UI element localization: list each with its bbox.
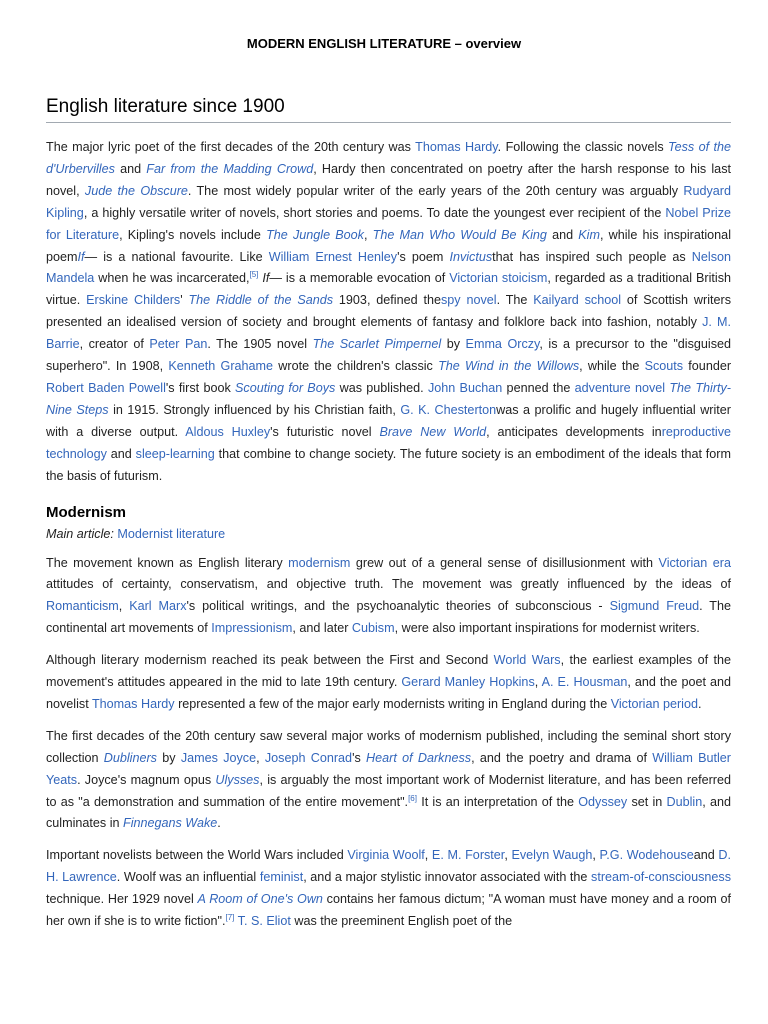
text-run: — is a memorable evocation of	[269, 271, 450, 286]
text-run: founder	[683, 359, 732, 374]
section-heading-english-literature: English literature since 1900	[46, 96, 731, 123]
inline-link[interactable]: Aldous Huxley	[185, 424, 271, 439]
paragraph	[46, 650, 731, 716]
inline-link[interactable]: Jude the Obscure	[84, 183, 188, 198]
text-run: , and later	[292, 621, 352, 636]
text-run: , were also important inspirations for modernist writers.	[394, 621, 700, 636]
text-run: , regarded as a traditional British virtue.	[46, 271, 732, 308]
inline-link[interactable]: Erskine Childers	[86, 293, 181, 308]
text-run: , is a precursor to the "disguised superhero". In 1908,	[46, 337, 731, 374]
text-run: and	[114, 161, 147, 176]
text-run: 's futuristic novel	[270, 424, 380, 439]
inline-link[interactable]: The Scarlet Pimpernel	[312, 337, 442, 352]
text-run: .	[697, 696, 702, 711]
inline-link[interactable]: Invictus	[449, 249, 493, 264]
inline-link[interactable]: E. M. Forster	[431, 848, 505, 863]
text-run: , creator of	[79, 337, 150, 352]
citation-link[interactable]: [6]	[408, 793, 417, 803]
inline-link[interactable]: Emma Orczy	[465, 337, 540, 352]
text-run: and	[106, 446, 136, 461]
text-run: . The continental art movements of	[46, 599, 731, 636]
paragraph	[46, 726, 731, 836]
main-article-hatnote	[46, 525, 731, 543]
inline-link[interactable]: Evelyn Waugh	[511, 848, 593, 863]
text-run: ,	[256, 750, 265, 765]
inline-link[interactable]: Thomas Hardy	[91, 696, 175, 711]
inline-link[interactable]: Kailyard school	[533, 293, 622, 308]
inline-link[interactable]: The Wind in the Willows	[438, 359, 580, 374]
inline-link[interactable]: Kim	[578, 227, 600, 242]
text-run: The major lyric poet of the first decades of the 20th century was	[46, 140, 416, 154]
text-run: . The 1905 novel	[207, 337, 313, 352]
text-run: by	[156, 750, 181, 765]
inline-link[interactable]: Karl Marx	[129, 599, 187, 614]
citation-link[interactable]: [5]	[249, 270, 259, 280]
text-run: ,	[534, 675, 542, 690]
inline-link[interactable]: modernism	[288, 555, 351, 570]
inline-link[interactable]: John Buchan	[427, 380, 503, 395]
text-run: grew out of a general sense of disillusionment with	[350, 555, 659, 570]
hatnote-label: Main article:	[46, 526, 114, 541]
main-article-link[interactable]: Modernist literature	[117, 526, 226, 541]
inline-link[interactable]: D. H. Lawrence	[46, 848, 731, 885]
text-run: , the earliest examples of the movement's attitudes appeared in the mid to late 19th century.	[46, 653, 731, 690]
text-run: , while the	[579, 359, 645, 374]
text-run: that has inspired such people as	[492, 249, 692, 264]
text-run: . Woolf was an influential	[116, 870, 260, 885]
inline-link[interactable]: Virginia Woolf	[347, 848, 425, 863]
citation-link[interactable]: [7]	[225, 912, 235, 922]
inline-link[interactable]: The Riddle of the Sands	[188, 293, 334, 308]
text-run: , and the poetry and drama of	[471, 750, 653, 765]
text-run: that combine to change society. The future society is an embodiment of the ideals that form the basis of futurism.	[46, 446, 731, 483]
text-run: If	[262, 271, 270, 286]
inline-link[interactable]: Victorian stoicism	[449, 271, 548, 286]
inline-link[interactable]: The Man Who Would Be King	[372, 227, 547, 242]
text-run: attitudes of certainty, conservatism, and objective truth. The movement was greatly influenced by the ideas of	[46, 577, 731, 592]
text-run: represented a few of the major early modernists writing in England during the	[174, 696, 611, 711]
inline-link[interactable]: Peter Pan	[149, 337, 208, 352]
text-run: ,	[363, 227, 373, 242]
text-run: , and the poet and novelist	[46, 675, 732, 711]
inline-link[interactable]: Far from the Madding Crowd	[146, 161, 314, 176]
inline-link[interactable]: Robert Baden Powell	[46, 380, 166, 395]
inline-link[interactable]: Romanticism	[46, 599, 119, 614]
paragraph	[46, 137, 731, 488]
inline-link[interactable]: Heart of Darkness	[366, 750, 472, 765]
inline-link[interactable]: Victorian period	[610, 696, 698, 711]
document-title: MODERN ENGLISH LITERATURE – overview	[246, 36, 522, 51]
inline-link[interactable]: stream-of-consciousness	[591, 870, 732, 885]
inline-link[interactable]: If	[77, 249, 85, 264]
text-run: '	[180, 293, 189, 308]
inline-link[interactable]: Thomas Hardy	[415, 140, 498, 154]
inline-link[interactable]: sleep-learning	[135, 446, 215, 461]
inline-link[interactable]: A. E. Housman	[541, 675, 628, 690]
inline-link[interactable]: Scouts	[644, 359, 684, 374]
inline-link[interactable]: adventure novel	[574, 380, 666, 395]
text-run: , and culminates in	[46, 794, 731, 831]
inline-link[interactable]: J. M. Barrie	[46, 315, 731, 352]
inline-link[interactable]: Cubism	[351, 621, 395, 636]
inline-link[interactable]: Kenneth Grahame	[168, 359, 274, 374]
text-run: was published.	[335, 380, 428, 395]
inline-link[interactable]: G. K. Chesterton	[400, 402, 497, 417]
section-heading-modernism: Modernism	[46, 503, 127, 521]
text-run: 's first book	[165, 380, 236, 395]
inline-link[interactable]: Brave New World	[379, 424, 487, 439]
text-run: when he was incarcerated,	[94, 271, 250, 286]
text-run: The first decades of the 20th century saw several major works of modernism published, including the seminal short story collection	[46, 728, 731, 765]
inline-link[interactable]: World Wars	[493, 653, 561, 668]
text-run: It is an interpretation of the	[416, 794, 579, 809]
text-run: — is a national favourite. Like	[84, 249, 269, 264]
text-run: in 1915. Strongly influenced by his Christian faith,	[108, 402, 401, 417]
inline-link[interactable]: Finnegans Wake	[123, 816, 218, 831]
inline-link[interactable]: Odyssey	[578, 794, 628, 809]
inline-link[interactable]: Impressionism	[211, 621, 293, 636]
text-run: , Hardy then concentrated on poetry after the harsh response to his last novel,	[46, 161, 731, 198]
paragraph	[46, 553, 731, 641]
text-run: penned the	[502, 380, 575, 395]
text-run: 1903, defined the	[333, 293, 441, 308]
inline-link[interactable]: Scouting for Boys	[235, 380, 336, 395]
inline-link[interactable]: T. S. Eliot	[237, 914, 291, 929]
inline-link[interactable]: Sigmund Freud	[609, 599, 700, 614]
text-run: . Joyce's magnum opus	[77, 772, 216, 787]
text-run: set in	[627, 794, 667, 809]
text-run: contains her famous dictum; "A woman must have money and a room of her own if she is to write fiction".	[46, 892, 731, 929]
text-run: , Kipling's novels include	[119, 227, 267, 242]
inline-link[interactable]: Rudyard Kipling	[46, 183, 731, 220]
inline-link[interactable]: William Ernest Henley	[268, 249, 398, 264]
article-content	[46, 96, 731, 933]
text-run: was a prolific and hugely influential writer with a diverse output.	[46, 402, 731, 439]
text-run: wrote the children's classic	[273, 359, 439, 374]
inline-link[interactable]: Nelson Mandela	[46, 249, 731, 286]
text-run: by	[441, 337, 466, 352]
inline-link[interactable]: The Thirty-Nine Steps	[46, 380, 732, 417]
inline-link[interactable]: Joseph Conrad	[264, 750, 353, 765]
text-run: . The most widely popular writer of the early years of the 20th century was arguably	[187, 183, 684, 198]
inline-link[interactable]: The Jungle Book	[266, 227, 364, 242]
text-run: 's	[352, 750, 367, 765]
text-run: Although literary modernism reached its peak between the First and Second	[46, 653, 494, 668]
inline-link[interactable]: Tess of the d'Urbervilles	[46, 140, 731, 176]
text-run: and	[546, 227, 579, 242]
text-run: 's poem	[397, 249, 450, 264]
inline-link[interactable]: A Room of One's Own	[197, 892, 323, 907]
inline-link[interactable]: Dubliners	[103, 750, 157, 765]
paragraph	[46, 845, 731, 933]
text-run: . Following the classic novels	[497, 140, 669, 154]
text-run: The movement known as English literary	[46, 555, 289, 570]
text-run: , while his inspirational poem	[46, 227, 731, 264]
inline-link[interactable]: Nobel Prize for Literature	[46, 205, 731, 242]
text-run: ,	[424, 848, 432, 863]
inline-link[interactable]: reproductive technology	[46, 424, 731, 461]
inline-link[interactable]: James Joyce	[180, 750, 257, 765]
inline-link[interactable]: Gerard Manley Hopkins	[401, 675, 535, 690]
text-run: , anticipates developments in	[486, 424, 662, 439]
inline-link[interactable]: P.G. Wodehouse	[599, 848, 694, 863]
text-run: was the preeminent English poet of the	[290, 914, 513, 929]
inline-link[interactable]: spy novel	[440, 293, 497, 308]
text-run: of Scottish writers presented an idealised version of society and brought elements of fantasy and folklore back into fashion, notably	[46, 293, 731, 330]
text-run: ,	[592, 848, 600, 863]
inline-link[interactable]: Ulysses	[215, 772, 260, 787]
text-run: , a highly versatile writer of novels, short stories and poems. To date the youngest ever recipient of the	[83, 205, 666, 220]
inline-link[interactable]: Dublin	[666, 794, 703, 809]
text-run: , is arguably the most important work of Modernist literature, and has been referred to as "a demonstration and summation of the entire movement".	[46, 772, 731, 809]
text-run: 's political writings, and the psychoanalytic theories of subconscious -	[186, 599, 610, 614]
text-run: technique. Her 1929 novel	[46, 892, 198, 907]
text-run: ,	[118, 599, 130, 614]
inline-link[interactable]: William Butler Yeats	[46, 750, 731, 787]
inline-link[interactable]: Victorian era	[658, 555, 731, 570]
text-run: Important novelists between the World Wars included	[46, 848, 348, 863]
text-run: .	[217, 816, 221, 831]
text-run: , and a major stylistic innovator associated with the	[303, 870, 592, 885]
inline-link[interactable]: feminist	[259, 870, 304, 885]
text-run: ,	[504, 848, 512, 863]
text-run: and	[693, 848, 719, 863]
text-run: . The	[496, 293, 534, 308]
